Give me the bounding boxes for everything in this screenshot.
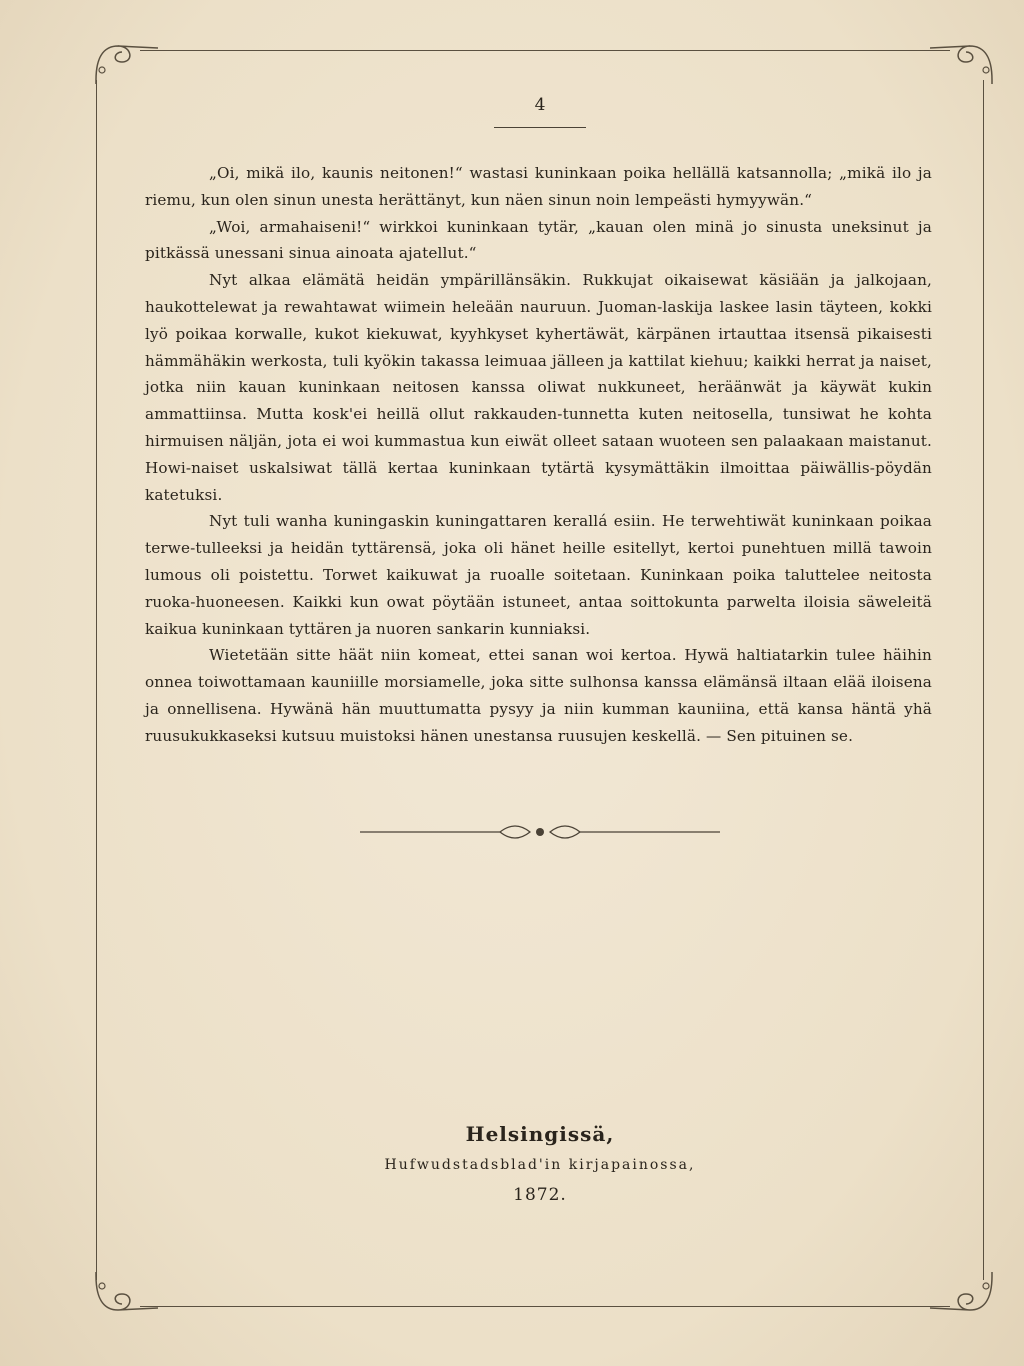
page-number: 4 [534, 95, 546, 115]
paragraph: Wietetään sitte häät niin komeat, ettei sanan woi kertoa. Hywä haltiatarkin tulee häihin onnea toiwottamaan kauniille morsiamelle, joka sitte sulhonsa kanssa elämänsä iltaan elää iloisena ja onnellisena. Hywänä hän muuttumatta pysyy ja niin kumman kauniina, että kansa häntä yhä ruusukukkaseksi kutsuu muistoksi hänen unestansa ruusujen keskellä. — Sen pituinen se. [145, 646, 932, 745]
page-number-rule [494, 127, 586, 128]
paragraph: Nyt tuli wanha kuningaskin kuningattaren kerallá esiin. He terwehtiwät kuninkaan poikaa terwe-tulleeksi ja heidän tyttärensä, joka oli hänet heille esitellyt, kertoi punehtuen millä tawoin lumous oli poistettu. Torwet kaikuwat ja ruoalle soitetaan. Kuninkaan poika taluttelee neitosta ruoka-huoneesen. Kaikki kun owat pöytään istuneet, antaa soittokunta parwelta iloisia säweleitä kaikua kuninkaan tyttären ja nuoren sankarin kunniaksi. [145, 512, 932, 638]
frame-right-rule [983, 80, 984, 1280]
corner-ornament-top-left [88, 34, 158, 84]
corner-ornament-top-right [930, 34, 1000, 84]
imprint-year: 1872. [513, 1185, 567, 1205]
frame-bottom-rule [140, 1306, 950, 1307]
corner-ornament-bottom-right [930, 1272, 1000, 1322]
imprint-printer: Hufwudstadsblad'in kirjapainossa, [384, 1157, 696, 1173]
ornamental-divider [360, 822, 720, 842]
body-text [145, 160, 932, 750]
corner-ornament-bottom-left [88, 1272, 158, 1322]
frame-top-rule [140, 50, 950, 51]
paragraph: „Oi, mikä ilo, kaunis neitonen!“ wastasi kuninkaan poika hellällä katsannolla; „mikä ilo ja riemu, kun olen sinun unesta herättänyt, kun näen sinun noin lempeästi hymyywän.“ [145, 164, 932, 209]
paragraph: „Woi, armahaiseni!“ wirkkoi kuninkaan tytär, „kauan olen minä jo sinusta uneksinut ja pitkässä unessani sinua ainoata ajatellut.“ [145, 217, 932, 263]
paragraph: Nyt alkaa elämätä heidän ympärillänsäkin. Rukkujat oikaisewat käsiään ja jalkojaan, haukottelewat ja rewahtawat wiimein heleään nauruun. Juoman-laskija laskee lasin täyteen, kokki lyö poikaa korwalle, kukot kiekuwat, kyyhkyset kyhertäwät, kärpänen irtauttaa itsensä pikaisesti hämmähäkin werkosta, tuli kyökin takassa leimuaa jälleen ja kattilat kiehuu; kaikki herrat ja naiset, jotka niin kauan kuninkaan neitosen kanssa oliwat nukkuneet, heräänwät ja käywät kukin ammattiinsa. Mutta kosk'ei heillä ollut rakkauden-tunnetta kuten neitosella, tunsiwat he kohta hirmuisen näljän, jota ei woi kummastua kun eiwät olleet sataan wuoteen sen palaakaan maistanut. Howi-naiset uskalsiwat tällä kertaa kuninkaan tytärtä kysymättäkin ilmoittaa päiwällis-pöydän katetuksi. [145, 271, 932, 504]
frame-left-rule [96, 80, 97, 1280]
imprint-place: Helsingissä, [465, 1122, 615, 1146]
